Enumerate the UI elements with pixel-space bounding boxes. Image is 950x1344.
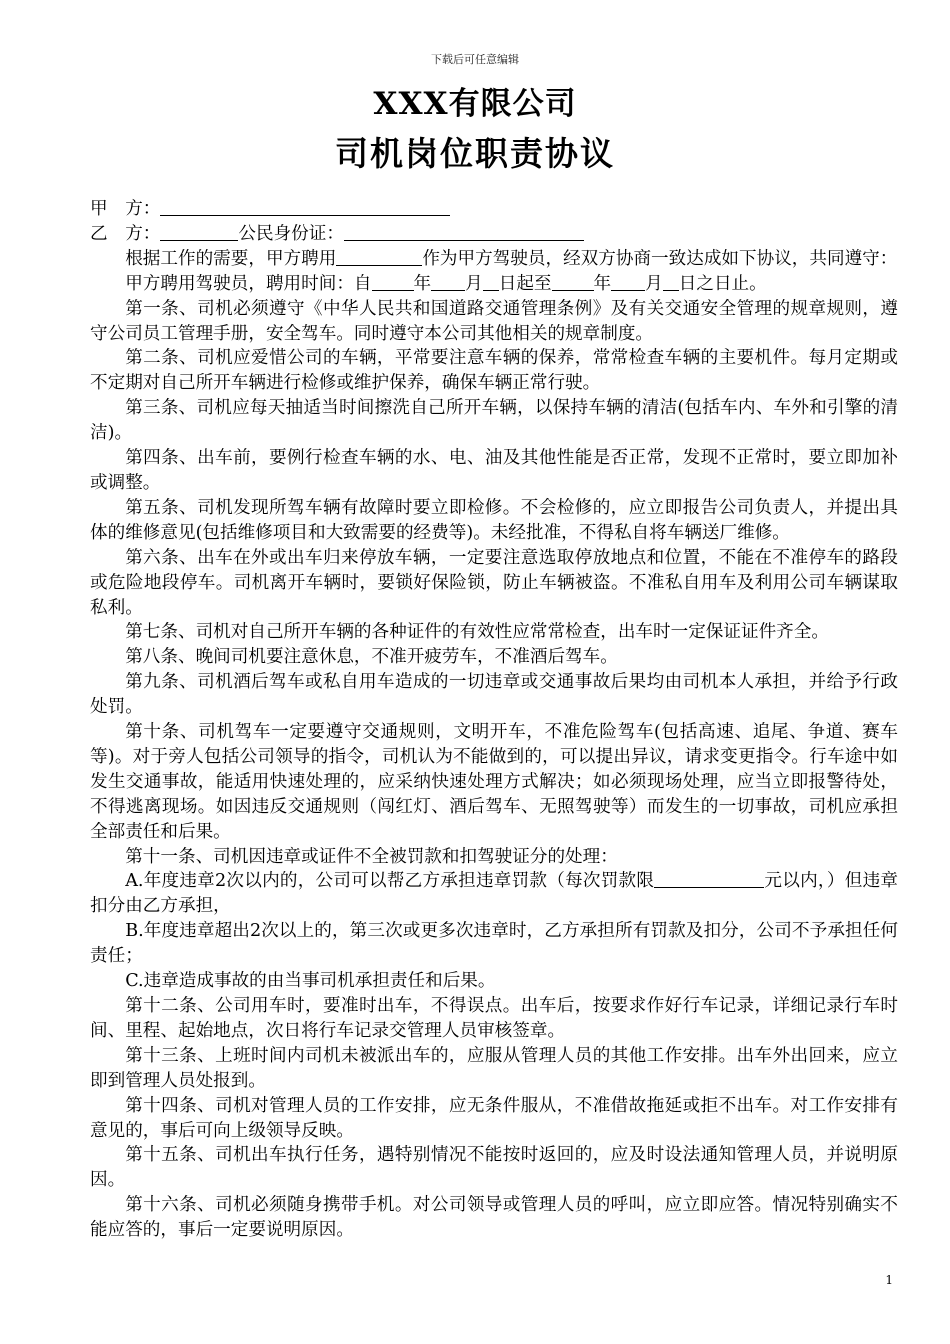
term-until-label: 日之日止。 (678, 273, 767, 294)
agreement-body (90, 197, 898, 1243)
term-month-label-2: 月 (645, 273, 663, 294)
intro-text-b: 作为甲方驾驶员，经双方协商一致达成如下协议，共同遵守： (422, 248, 898, 269)
end-year-blank[interactable] (552, 273, 594, 291)
party-a-label: 甲 方： (90, 199, 161, 219)
party-a-line (90, 197, 898, 222)
term-from-label: 日起至 (498, 273, 552, 294)
agreement-title: 司机岗位职责协议 (335, 134, 615, 173)
article-3: 第三条、司机应每天抽适当时间擦洗自己所开车辆，以保持车辆的清洁(包括车内、车外和引擎的清洁)。 (90, 398, 898, 444)
article-1: 第一条、司机必须遵守《中华人民共和国道路交通管理条例》及有关交通安全管理的规章规则，遵守公司员工管理手册，安全驾车。同时遵守本公司其他相关的规章制度。 (90, 298, 898, 344)
end-month-blank[interactable] (611, 273, 645, 291)
id-label: 公民身份证： (238, 223, 344, 244)
id-blank[interactable] (344, 223, 584, 241)
article-15: 第十五条、司机出车执行任务，遇特别情况不能按时返回的，应及时设法通知管理人员，并说明原因。 (90, 1145, 898, 1191)
article-11-c: C.违章造成事故的由当事司机承担责任和后果。 (125, 971, 496, 992)
party-b-line (90, 222, 898, 247)
start-year-blank[interactable] (372, 273, 414, 291)
article-13: 第十三条、上班时间内司机未被派出车的，应服从管理人员的其他工作安排。出车外出回来，应立即到管理人员处报到。 (90, 1045, 898, 1091)
start-month-blank[interactable] (431, 273, 465, 291)
fine-limit-blank[interactable] (654, 870, 764, 888)
company-title: XXX有限公司 (373, 86, 577, 122)
intro-text-a: 根据工作的需要，甲方聘用 (125, 248, 337, 269)
term-text: 甲方聘用驾驶员，聘用时间：自 (125, 273, 372, 294)
party-b-label: 乙 方： (90, 223, 161, 244)
article-11: 第十一条、司机因违章或证件不全被罚款和扣驾驶证分的处理： (125, 846, 618, 867)
party-b-blank[interactable] (160, 223, 238, 241)
article-11-a-text: A.年度违章2次以内的，公司可以帮乙方承担违章罚款（每次罚款限 (125, 871, 655, 892)
end-day-blank[interactable] (663, 273, 679, 291)
article-16: 第十六条、司机必须随身携带手机。对公司领导或管理人员的呼叫，应立即应答。情况特别确实不能应答的，事后一定要说明原因。 (90, 1195, 898, 1241)
term-year-label: 年 (413, 273, 432, 294)
article-4: 第四条、出车前，要例行检查车辆的水、电、油及其他性能是否正常，发现不正常时，要立即加补或调整。 (90, 448, 898, 493)
article-2: 第二条、司机应爱惜公司的车辆，平常要注意车辆的保养，常常检查车辆的主要机件。每月定期或不定期对自己所开车辆进行检修或维护保养，确保车辆正常行驶。 (90, 348, 898, 394)
article-12: 第十二条、公司用车时，要准时出车，不得误点。出车后，按要求作好行车记录，详细记录行车时间、里程、起始地点，次日将行车记录交管理人员审核签章。 (90, 996, 898, 1041)
article-6: 第六条、出车在外或出车归来停放车辆，一定要注意选取停放地点和位置，不能在不准停车的路段或危险地段停车。司机离开车辆时，要锁好保险锁，防止车辆被盗。不准私自用车及利用公司车辆谋取私利。 (90, 547, 898, 618)
term-year-label-2: 年 (593, 273, 612, 294)
party-a-blank[interactable] (160, 198, 450, 216)
term-month-label: 月 (465, 273, 483, 294)
term-paragraph (90, 272, 898, 297)
intro-paragraph (90, 247, 898, 272)
driver-name-blank[interactable] (336, 248, 422, 266)
article-14: 第十四条、司机对管理人员的工作安排，应无条件服从，不准借故拖延或拒不出车。对工作安排有意见的，事后可向上级领导反映。 (90, 1095, 898, 1141)
article-9: 第九条、司机酒后驾车或私自用车造成的一切违章或交通事故后果均由司机本人承担，并给予行政处罚。 (90, 672, 898, 718)
header-note: 下载后可任意编辑 (431, 53, 519, 66)
article-11-a (90, 869, 898, 919)
article-10: 第十条、司机驾车一定要遵守交通规则，文明开车，不准危险驾车(包括高速、追尾、争道、赛车等)。对于旁人包括公司领导的指令，司机认为不能做到的，可以提出异议，请求变更指令。行车途中如发生交通事故，能适用快速处理的，应采纳快速处理方式解决；如必须现场处理，应当立即报警待处，不得逃离现场。如因违反交通规则（闯红灯、酒后驾车、无照驾驶等）而发生的一切事故，司机应承担全部责任和后果。 (90, 722, 898, 842)
article-8: 第八条、晚间司机要注意休息，不准开疲劳车，不准酒后驾车。 (125, 647, 618, 668)
start-day-blank[interactable] (483, 273, 499, 291)
article-11-b: B.年度违章超出2次以上的，第三次或更多次违章时，乙方承担所有罚款及扣分，公司不予承担任何责任； (90, 921, 898, 967)
article-5: 第五条、司机发现所驾车辆有故障时要立即检修。不会检修的，应立即报告公司负责人，并提出具体的维修意见(包括维修项目和大致需要的经费等)。未经批准，不得私自将车辆送厂维修。 (90, 497, 898, 543)
page-number: 1 (885, 1273, 893, 1287)
article-11-a-text-2: 元以内，）但违章扣分由乙方承担， (90, 871, 898, 917)
article-7: 第七条、司机对自己所开车辆的各种证件的有效性应常常检查，出车时一定保证证件齐全。 (125, 622, 829, 643)
